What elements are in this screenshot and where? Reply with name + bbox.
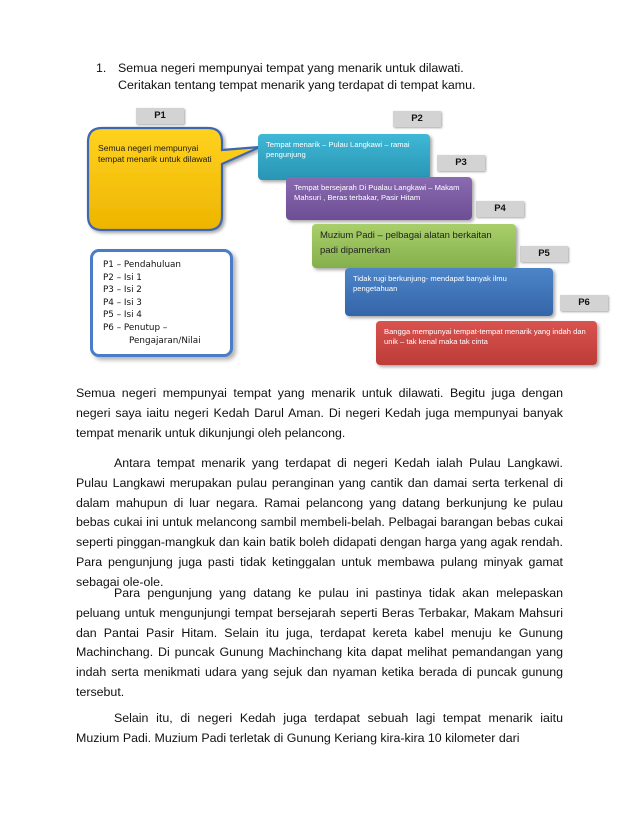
paragraph-1: Semua negeri mempunyai tempat yang menarik untuk dilawati. Begitu juga dengan negeri saya iaitu negeri Kedah Darul Aman. Di negeri Kedah juga mempunyai banyak tempat menarik untuk dikunjungi oleh pelancong.	[76, 386, 563, 440]
legend-item: Pengajaran/Nilai	[129, 335, 201, 346]
step-box-1: Tempat menarik – Pulau Langkawi – ramai pengunjung	[258, 134, 430, 180]
paragraph-2: Antara tempat menarik yang terdapat di negeri Kedah ialah Pulau Langkawi. Pulau Langkawi merupakan pulau peranginan yang cantik dan damai serta terkenal di dalam mahupun di luar negara. Ramai pelancong yang datang berkunjung ke pulau bebas cukai ini untuk melancong sambil membeli-belah. Pelbagai barangan bebas cukai seperti pinggan-mangkuk dan kain batik boleh didapati dengan harga yang agak rendah. Para pengunjung juga pasti tidak ketinggalan untuk membawa pulang minyak gamat sebagai ole-ole.	[76, 456, 563, 589]
question-number: 1.	[96, 61, 107, 75]
tag-p3: P3	[437, 155, 485, 171]
legend-item: P1 – Pendahuluan	[103, 260, 181, 270]
legend-item: P5 – Isi 4	[103, 310, 142, 321]
legend-box	[90, 249, 233, 357]
tag-p2: P2	[393, 111, 441, 127]
paragraph-3: Para pengunjung yang datang ke pulau ini pastinya tidak akan melepaskan peluang untuk mengunjungi tempat bersejarah seperti Beras Terbakar, Makam Mahsuri dan Pantai Pasir Hitam. Selain itu juga, terdapat kereta kabel menuju ke Gunung Machinchang. Di puncak Gunung Machinchang kita dapat melihat pemandangan yang indah serta menikmati udara yang sejuk dan nyaman ketika berada di puncak gunung tersebut.	[76, 586, 563, 699]
step-box-4: Tidak rugi berkunjung- mendapat banyak ilmu pengetahuan	[345, 268, 553, 316]
essay-plan-diagram	[0, 0, 638, 380]
tag-p6: P6	[560, 295, 608, 311]
tag-p4: P4	[476, 201, 524, 217]
tag-p1: P1	[136, 108, 184, 124]
legend-item: P6 – Penutup –	[103, 322, 168, 333]
question-line-1: Semua negeri mempunyai tempat yang menarik untuk dilawati.	[118, 61, 464, 75]
step-box-3: Muzium Padi – pelbagai alatan berkaitan padi dipamerkan	[312, 224, 516, 268]
step-box-5: Bangga mempunyai tempat-tempat menarik yang indah dan unik – tak kenal maka tak cinta	[376, 321, 597, 365]
legend-item: P2 – Isi 1	[103, 272, 142, 283]
step-box-2: Tempat bersejarah Di Pualau Langkawi – Makam Mahsuri , Beras terbakar, Pasir Hitam	[286, 177, 472, 220]
legend-item: P4 – Isi 3	[103, 297, 142, 308]
legend-item: P3 – Isi 2	[103, 285, 142, 296]
bubble-text: Semua negeri mempunyai tempat menarik untuk dilawati	[98, 143, 212, 164]
question-line-2: Ceritakan tentang tempat menarik yang terdapat di tempat kamu.	[118, 78, 476, 92]
tag-p5: P5	[520, 246, 568, 262]
paragraph-4: Selain itu, di negeri Kedah juga terdapat sebuah lagi tempat menarik iaitu Muzium Padi. Muzium Padi terletak di Gunung Keriang kira-kira 10 kilometer dari	[76, 711, 563, 745]
